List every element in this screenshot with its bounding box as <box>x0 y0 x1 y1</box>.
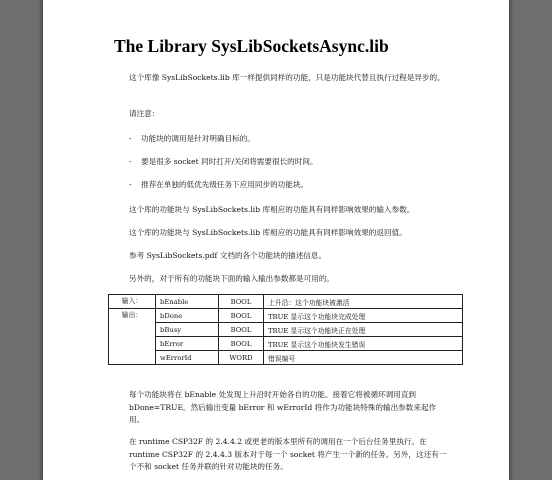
inputs-paragraph: 这个库的功能块与 SysLibSockets.lib 库相应的功能具有同样影响效果的输入参数。 <box>129 205 415 214</box>
bullet-item <box>129 179 449 192</box>
page-title: The Library SysLibSocketsAsync.lib <box>114 36 389 56</box>
param-name: bBusy <box>156 323 219 337</box>
bullet-text: 功能块的调用是针对明确目标的。 <box>141 134 255 143</box>
dash-marker: - <box>129 157 132 166</box>
table-row <box>109 351 463 365</box>
param-name: bError <box>156 337 219 351</box>
table-row <box>109 309 463 323</box>
table-row <box>109 337 463 351</box>
bullet-item <box>129 156 449 169</box>
param-type: BOOL <box>219 337 264 351</box>
dash-marker: - <box>129 134 132 143</box>
bullet-text: 推荐在单独的低优先级任务下应用同步的功能块。 <box>141 180 309 189</box>
bullet-text: 要是很多 socket 同时打开/关闭将需要很长的时间。 <box>141 157 318 166</box>
runtime-paragraph: 在 runtime CSP32F 的 2.4.4.2 或更老的版本里所有的调用在一个后台任务里执行。在 runtime CSP32F 的 2.4.4.3 版本对于每一个 socket 将产生一个新的任务。另外，这还有一个不和 socket 任务并联的针对功能块的任务。 <box>129 437 447 472</box>
param-description: TRUE 显示这个功能块发生错误 <box>264 337 463 351</box>
input-direction-cell: 输入： <box>109 295 156 309</box>
param-type: BOOL <box>219 323 264 337</box>
param-type: BOOL <box>219 295 264 309</box>
param-description: 上升沿：这个功能块被激活 <box>264 295 463 309</box>
dash-marker: - <box>129 180 132 189</box>
param-name: bEnable <box>156 295 219 309</box>
bullet-item <box>129 133 449 146</box>
table-row <box>109 323 463 337</box>
param-name: wErrorId <box>156 351 219 365</box>
param-type: BOOL <box>219 309 264 323</box>
additional-paragraph: 另外的，对于所有的功能块下面的输入输出参数都是可用的。 <box>129 274 335 283</box>
reference-paragraph: 参考 SysLibSockets.pdf 文档的各个功能块的描述信息。 <box>129 251 327 260</box>
param-name: bDone <box>156 309 219 323</box>
returns-paragraph: 这个库的功能块与 SysLibSockets.lib 库相应的功能具有同样影响效果的返回值。 <box>129 228 407 237</box>
param-description: TRUE 显示这个功能块完成处理 <box>264 309 463 323</box>
table-row <box>109 295 463 309</box>
output-direction-cell: 输出： <box>109 309 156 365</box>
param-type: WORD <box>219 351 264 365</box>
intro-paragraph: 这个库像 SysLibSockets.lib 库一样提供同样的功能，只是功能块代替且执行过程是异步的。 <box>129 73 445 82</box>
note-heading: 请注意： <box>129 109 160 118</box>
document-page <box>43 0 509 480</box>
parameter-table <box>108 294 463 365</box>
param-description: TRUE 显示这个功能块正在处理 <box>264 323 463 337</box>
param-description: 错误编号 <box>264 351 463 365</box>
benable-paragraph: 每个功能块将在 bEnable 处发现上升沿时开始各自的功能。接着它将被循环调用直到 bDone=TRUE。然后输出变量 bError 和 wErrorId 将作为功能块特殊的输出参数来起作用。 <box>129 390 437 425</box>
